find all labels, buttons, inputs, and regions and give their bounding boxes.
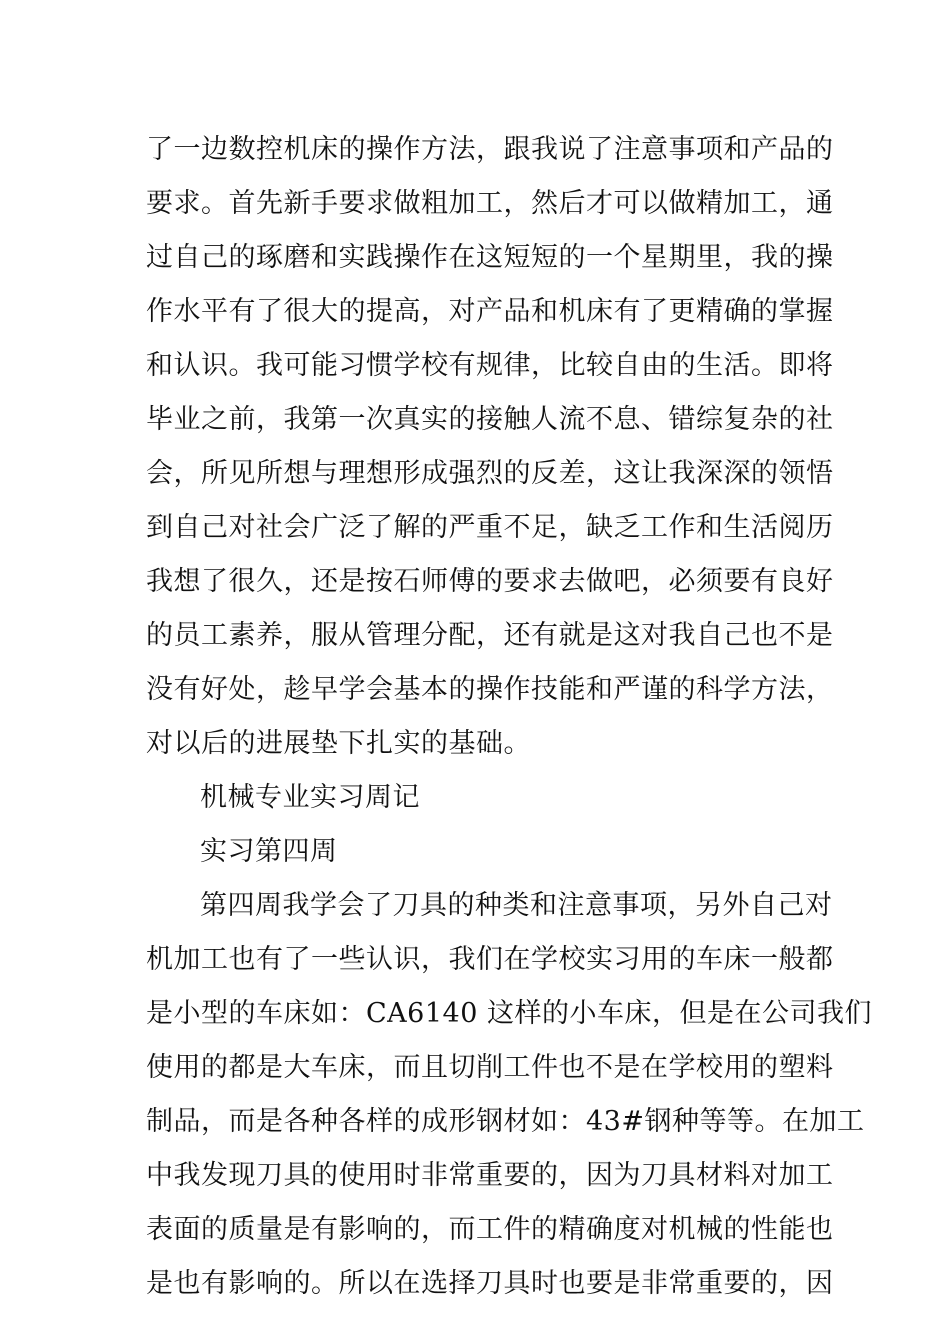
text-line: 要求。首先新手要求做粗加工，然后才可以做精加工，通: [146, 188, 834, 219]
text-line: 对以后的进展垫下扎实的基础。: [146, 728, 531, 759]
text-line: 到自己对社会广泛了解的严重不足，缺乏工作和生活阅历: [146, 512, 834, 543]
text-line: 了一边数控机床的操作方法，跟我说了注意事项和产品的: [146, 134, 834, 165]
text-line: 制品，而是各种各样的成形钢材如：43#钢种等等。在加工: [146, 1106, 865, 1137]
text-line: 没有好处，趁早学会基本的操作技能和严谨的科学方法，: [146, 674, 834, 705]
text-line: 我想了很久，还是按石师傅的要求去做吧，必须要有良好: [146, 566, 834, 597]
paragraph-first-line: 第四周我学会了刀具的种类和注意事项，另外自己对: [200, 890, 833, 921]
text-line: 和认识。我可能习惯学校有规律，比较自由的生活。即将: [146, 350, 834, 381]
text-line: 表面的质量是有影响的，而工件的精确度对机械的性能也: [146, 1214, 834, 1245]
week-heading: 实习第四周: [200, 836, 338, 867]
text-line: 作水平有了很大的提高，对产品和机床有了更精确的掌握: [146, 296, 834, 327]
text-line: 是也有影响的。所以在选择刀具时也要是非常重要的，因: [146, 1268, 834, 1299]
text-line: 机加工也有了一些认识，我们在学校实习用的车床一般都: [146, 944, 834, 975]
text-line: 使用的都是大车床，而且切削工件也不是在学校用的塑料: [146, 1052, 834, 1083]
text-line: 毕业之前，我第一次真实的接触人流不息、错综复杂的社: [146, 404, 834, 435]
text-line: 的员工素养，服从管理分配，还有就是这对我自己也不是: [146, 620, 834, 651]
text-line: 过自己的琢磨和实践操作在这短短的一个星期里，我的操: [146, 242, 834, 273]
text-line: 会，所见所想与理想形成强烈的反差，这让我深深的领悟: [146, 458, 834, 489]
text-line: 是小型的车床如：CA6140 这样的小车床，但是在公司我们: [146, 998, 872, 1029]
text-line: 中我发现刀具的使用时非常重要的，因为刀具材料对加工: [146, 1160, 834, 1191]
section-heading: 机械专业实习周记: [200, 782, 420, 813]
